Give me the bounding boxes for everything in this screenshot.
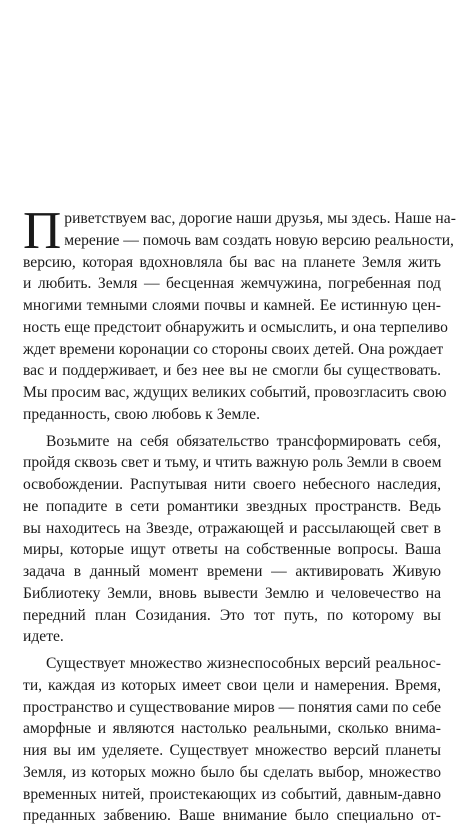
- text-line: аморфные и являются настолько реальными, сколько внима-: [23, 720, 441, 738]
- text-line: версию, которая вдохновляла бы вас на планете Земля жить: [23, 253, 441, 271]
- text-line: риветствуем вас, дорогие наши друзья, мы здесь. Наше на-: [64, 210, 456, 227]
- text-line: ность еще предстоит обнаружить и осмыслить, и она терпеливо: [23, 318, 448, 336]
- text-line: пространство и существование миров — понятия сами по себе: [23, 698, 441, 716]
- body-text: [23, 202, 456, 827]
- text-line: ти, каждая из которых имеет свои цели и намерения. Время,: [23, 676, 441, 694]
- paragraph-1: [23, 202, 456, 426]
- text-line: ния вы им уделяете. Существует множество версий планеты: [23, 742, 441, 759]
- text-line: Возьмите на себя обязательство трансформировать себя,: [46, 432, 441, 450]
- text-line: миры, которые ищут ответы на собственные вопросы. Ваша: [23, 541, 441, 559]
- text-line: передний план Созидания. Это тот путь, по которому вы: [23, 606, 441, 624]
- paragraph-2: [23, 431, 441, 649]
- text-line: Земля, из которых можно было бы сделать выбор, множество: [23, 763, 441, 781]
- text-line: многими темными слоями почвы и камней. Ее истинную цен-: [23, 297, 441, 314]
- text-line: Мы просим вас, ждущих великих событий, провозгласить свою: [23, 384, 447, 401]
- text-line: пройдя сквозь свет и тьму, и чтить важную роль Земли в своем: [23, 454, 442, 472]
- text-line: идете.: [23, 628, 64, 646]
- text-line: вас и поддерживает, и без нее вы не смогли бы существовать.: [23, 362, 441, 380]
- text-line: преданность, свою любовь к Земле.: [23, 405, 260, 423]
- text-line: задача в данный момент времени — активировать Живую: [23, 563, 441, 580]
- text-line: мерение — помочь вам создать новую версию реальности,: [64, 231, 454, 249]
- paragraph-3: [23, 653, 441, 827]
- text-line: временных нитей, проистекающих из событий, давным-давно: [23, 785, 441, 803]
- text-line: ждет времени коронации со стороны своих детей. Она рождает: [23, 340, 444, 358]
- drop-cap: П: [23, 202, 62, 260]
- text-line: Библиотеку Земли, вновь вывести Землю и человечество на: [23, 584, 441, 602]
- text-line: Существует множество жизнеспособных версий реальнос-: [46, 655, 441, 672]
- text-line: преданных забвению. Ваше внимание было специально от-: [23, 807, 441, 825]
- text-line: освобождении. Распутывая нити своего небесного наследия,: [23, 476, 441, 493]
- text-line: и любить. Земля — бесценная жемчужина, погребенная под: [23, 275, 441, 293]
- text-line: не попадите в сети романтики звездных пространств. Ведь: [23, 497, 441, 515]
- text-line: вы находитесь на Звезде, отражающей и рассылающей свет в: [23, 519, 441, 537]
